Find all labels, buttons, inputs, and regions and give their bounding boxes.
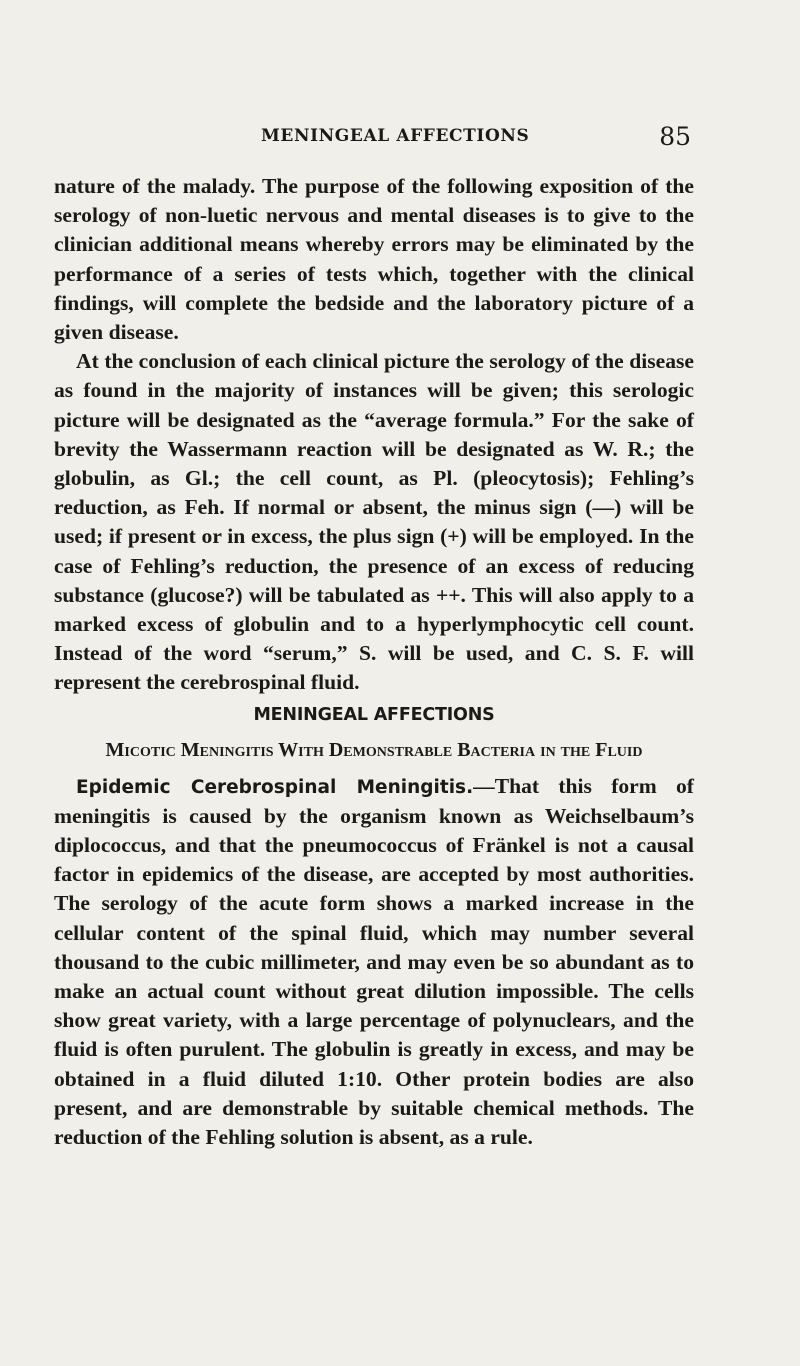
run-in-title: Epidemic Cerebrospinal Meningitis. (76, 776, 474, 798)
section-heading: MENINGEAL AFFECTIONS (253, 704, 495, 725)
page-header (56, 122, 691, 158)
body-text (54, 172, 694, 1152)
subsection-heading: Micotic Meningitis With Demonstrable Bacteria in the Fluid (105, 738, 643, 761)
paragraph-epidemic-text: —That this form of meningitis is caused by the organism known as Weichselbaum’s diplococcus, and that the pneumococcus of Fränkel is not a causal factor in epidemics of the disease, are accepted by most authorities. The serology of the acute form shows a marked increase in the cellular content of the spinal fluid, which may number several thousand to the cubic millimeter, and may even be so abundant as to make an actual count without great dilution impossible. The cells show great variety, with a large percentage of polynuclears, and the fluid is often purulent. The globulin is greatly in excess, and may be obtained in a fluid diluted 1:10. Other protein bodies are also present, and are demonstrable by suitable chemical methods. The reduction of the Fehling solution is absent, as a rule. (54, 773, 694, 1150)
page-number: 85 (659, 122, 691, 151)
paragraph-epidemic-meningitis (54, 772, 694, 1153)
paragraph-continuation: nature of the malady. The purpose of the following exposition of the serology of non-luetic nervous and mental diseases is to give to the clinician additional means whereby errors may be eliminated by the performance of a series of tests which, together with the clinical findings, will complete the bedside and the laboratory picture of a given disease. (54, 174, 694, 345)
running-head: MENINGEAL AFFECTIONS (261, 126, 530, 146)
paragraph-average-formula: At the conclusion of each clinical picture the serology of the disease as found in the majority of instances will be given; this serologic picture will be designated as the “average formula.” For the sake of brevity the Wassermann reaction will be designated as W. R.; the globulin, as Gl.; the cell count, as Pl. (pleocytosis); Fehling’s reduction, as Feh. If normal or absent, the minus sign (—) will be used; if present or in excess, the plus sign (+) will be employed. In the case of Fehling’s reduction, the presence of an excess of reducing substance (glucose?) will be tabulated as ++. This will also apply to a marked excess of globulin and to a hyperlymphocytic cell count. Instead of the word “serum,” S. will be used, and C. S. F. will represent the cerebrospinal fluid. (54, 349, 694, 695)
